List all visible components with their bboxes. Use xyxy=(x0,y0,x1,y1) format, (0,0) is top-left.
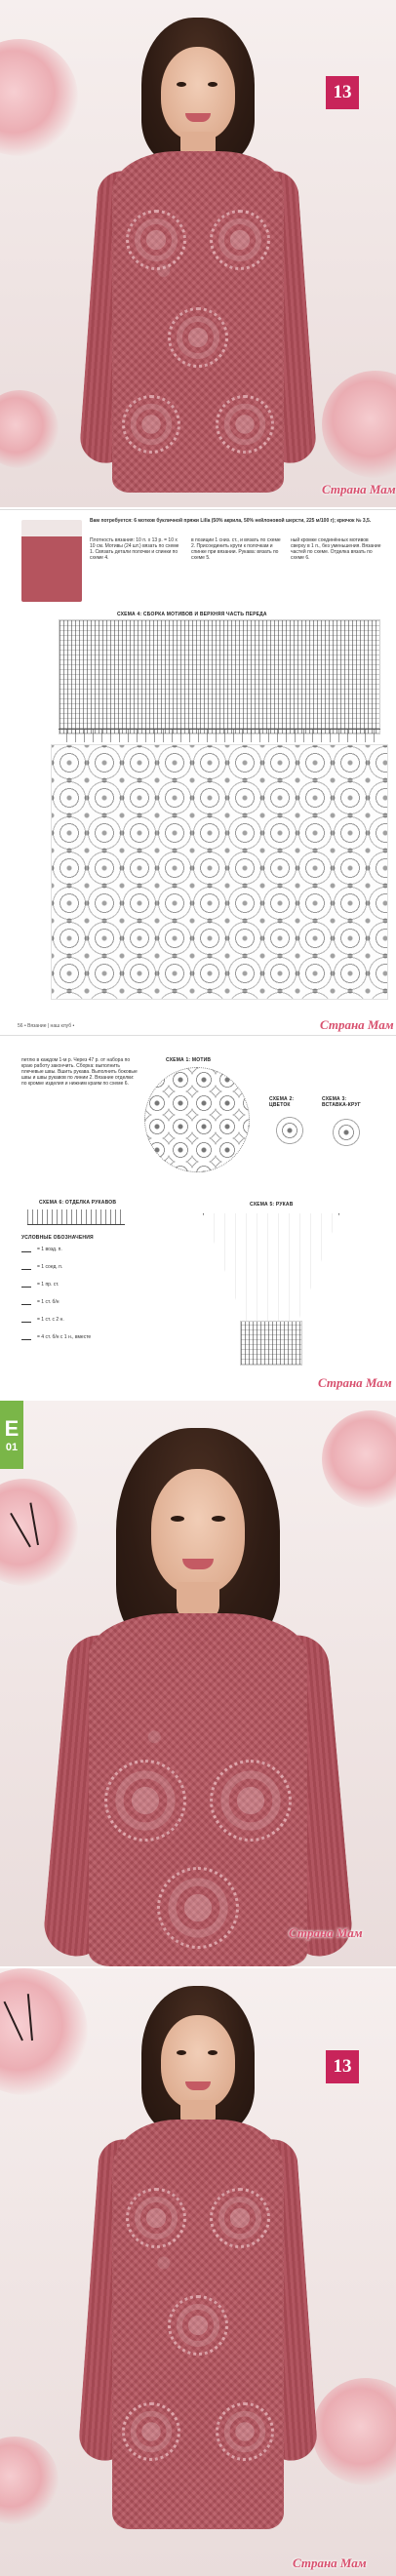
photo-panel-1 xyxy=(0,0,396,507)
flower-decoration xyxy=(0,2437,59,2524)
lace-motif xyxy=(168,2295,228,2356)
lace-motif xyxy=(126,2188,186,2248)
yoke-stitch-chart xyxy=(59,619,380,734)
single-crochet-symbol xyxy=(21,1300,31,1305)
legend-item: = 1 ст. б/н xyxy=(21,1299,59,1305)
lace-motif xyxy=(210,1760,292,1842)
photo-panel-3 xyxy=(0,1968,396,2576)
tab-letter: E xyxy=(4,1416,20,1441)
eye xyxy=(171,1516,184,1522)
model-face xyxy=(161,2015,235,2109)
cluster-symbol xyxy=(21,1335,31,1340)
lace-motif xyxy=(210,210,270,270)
crochet-sweater xyxy=(112,2120,284,2529)
scheme-3-title: СХЕМА 3: ВСТАВКА-КРУГ xyxy=(322,1096,361,1108)
materials-text: Вам потребуется: 6 мотков букличной пряжи Lilla (50% акрила, 50% нейлоновой шерсти, 225 м/100 г); крючок № 3,5. xyxy=(90,518,372,524)
model-face xyxy=(151,1469,245,1594)
eye xyxy=(208,2050,218,2055)
watermark: Страна Мам xyxy=(318,1375,392,1390)
instructions-column-1: Плотность вязания: 10 п. х 13 р. = 10 х 10 см. Мотивы (24 шт.) вязать по схеме 1. Связать детали полочки и спинки по схеме 4. xyxy=(90,537,179,561)
legend-title: УСЛОВНЫЕ ОБОЗНАЧЕНИЯ xyxy=(21,1235,94,1241)
legend-item: = 4 ст. б/н с 1 н., вместе xyxy=(21,1334,91,1340)
legend-item: = 1 возд. п. xyxy=(21,1247,62,1252)
lace-motif xyxy=(122,395,180,454)
smile xyxy=(182,1559,214,1569)
lace-motif xyxy=(210,2188,270,2248)
model-face xyxy=(161,47,235,140)
edging-chart xyxy=(27,1209,125,1225)
chart-4-title: СХЕМА 4: СБОРКА МОТИВОВ И ВЕРХНЯЯ ЧАСТЬ ПЕРЕДА xyxy=(117,612,267,617)
scheme-2-title: СХЕМА 2: ЦВЕТОК xyxy=(269,1096,295,1108)
smile xyxy=(185,113,211,122)
sleeve-stitch-chart xyxy=(240,1321,302,1366)
picot-symbol xyxy=(21,1283,31,1288)
number-badge: 13 xyxy=(326,76,359,109)
scheme-6-title: СХЕМА 6: ОТДЕЛКА РУКАВОВ xyxy=(39,1200,117,1206)
lace-motif xyxy=(216,395,274,454)
watermark: Страна Мам xyxy=(289,1925,363,1940)
photo-panel-2 xyxy=(0,1401,396,1966)
lace-motif xyxy=(168,307,228,368)
eye xyxy=(208,82,218,87)
scheme-5-title: СХЕМА 5: РУКАВ xyxy=(250,1202,294,1208)
model-figure xyxy=(52,1978,344,2576)
model-figure xyxy=(32,1401,364,1966)
legend-item: = 1 пр. ст. xyxy=(21,1282,59,1288)
eye xyxy=(177,2050,186,2055)
page-footer: 56 • Вязание | наш клуб • xyxy=(18,1023,75,1029)
slip-stitch-symbol xyxy=(21,1265,31,1270)
crochet-sweater xyxy=(89,1613,307,1966)
chain-stitch-symbol xyxy=(21,1248,31,1252)
treble-symbol xyxy=(21,1318,31,1323)
instructions-column-3: ный кромке соединённых мотивов сверху в 1 п., без уменьшения. Вязание частей по схеме. Отделка вязать по схеме 6. xyxy=(291,537,381,561)
crochet-sweater xyxy=(112,151,284,493)
lace-motif xyxy=(104,1760,186,1842)
schemes-page xyxy=(0,1038,396,1399)
watermark: Страна Мам xyxy=(322,482,396,496)
legend-item: = 1 соед. п. xyxy=(21,1264,62,1270)
eye xyxy=(177,82,186,87)
tab-number: 01 xyxy=(5,1442,19,1453)
eye xyxy=(212,1516,225,1522)
number-badge: 13 xyxy=(326,2050,359,2083)
assembly-instructions: петлю в каждом 1-м р. Через 47 р. от набора по краю работу закончить. Сборка: выполнить плечевые швы. Вшить рукава. Выполнить боковые швы и швы рукавов по линии 2. Вязание отделки: по кромке изделия и нижним краям по схеме 6. xyxy=(21,1057,138,1087)
magazine-page xyxy=(0,509,396,1036)
flower-decoration xyxy=(0,390,59,468)
lace-motif xyxy=(216,2402,274,2461)
lace-motif xyxy=(126,210,186,270)
circle-insert-diagram xyxy=(330,1116,363,1149)
scheme-1-title: СХЕМА 1: МОТИВ xyxy=(166,1057,212,1063)
flower-diagram xyxy=(275,1116,304,1145)
chart-arrow xyxy=(59,729,380,742)
motif-diagram xyxy=(144,1067,250,1172)
watermark: Страна Мам xyxy=(293,2556,367,2570)
sleeve-diagram xyxy=(203,1213,339,1321)
lace-motif xyxy=(122,2402,180,2461)
smile xyxy=(185,2081,211,2090)
magazine-tab xyxy=(0,1401,23,1469)
instructions-column-2: в позиции 1 сниз. ст., и вязать по схеме 2. Присоединить круги к полочкам и спинке при вязании. Рукава: вязать по схеме 5. xyxy=(191,537,281,561)
lace-motif xyxy=(157,1867,239,1949)
model-figure xyxy=(52,10,344,507)
thumbnail-photo xyxy=(21,520,82,602)
legend-item: = 1 ст. с 2 н. xyxy=(21,1317,64,1323)
watermark: Страна Мам xyxy=(320,1017,394,1032)
motif-assembly-chart xyxy=(51,744,388,1000)
